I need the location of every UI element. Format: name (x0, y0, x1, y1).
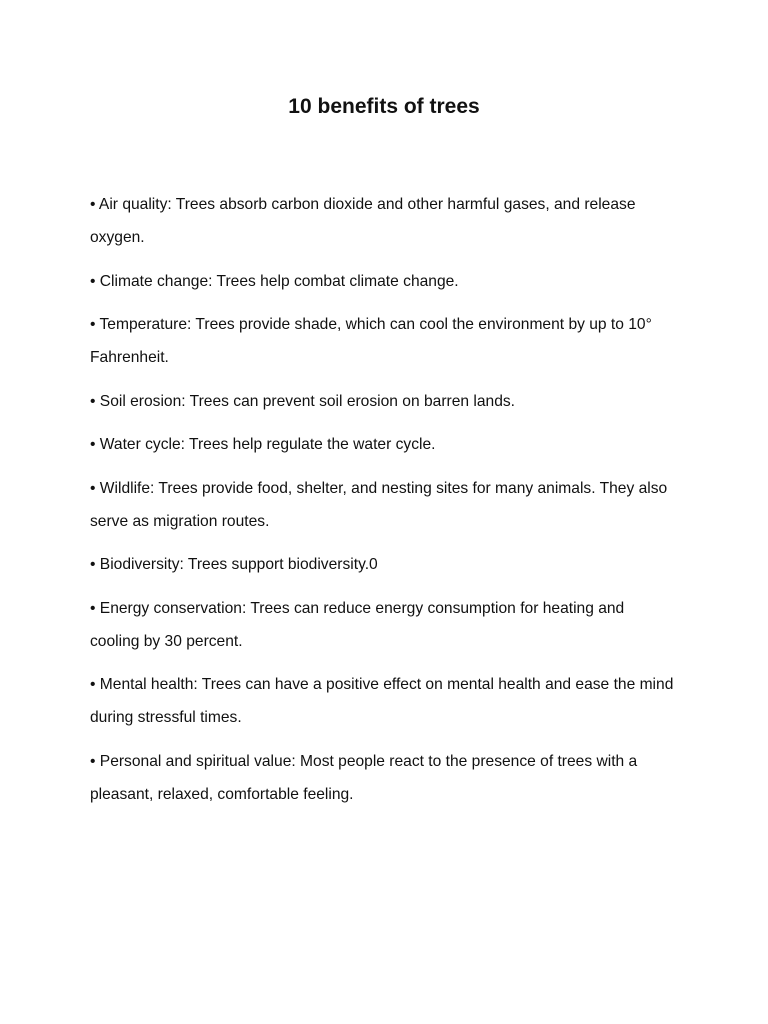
list-item-water-cycle: • Water cycle: Trees help regulate the water cycle. (90, 436, 436, 453)
list-item-mental-health: • Mental health: Trees can have a positive effect on mental health and ease the mind during stressful times. (90, 676, 674, 726)
list-item-personal-spiritual-value: • Personal and spiritual value: Most people react to the presence of trees with a pleasant, relaxed, comfortable feeling. (90, 752, 638, 803)
benefits-list (90, 188, 675, 821)
document-title: 10 benefits of trees (288, 95, 480, 118)
list-item-energy-conservation: • Energy conservation: Trees can reduce energy consumption for heating and cooling by 30 percent. (90, 599, 625, 650)
list-item-climate-change: • Climate change: Trees help combat climate change. (90, 272, 459, 290)
list-item-wildlife: • Wildlife: Trees provide food, shelter, and nesting sites for many animals. They also serve as migration routes. (90, 479, 668, 530)
list-item-air-quality: • Air quality: Trees absorb carbon dioxide and other harmful gases, and release oxygen. (90, 196, 636, 246)
list-item-soil-erosion: • Soil erosion: Trees can prevent soil erosion on barren lands. (90, 392, 515, 410)
list-item-temperature: • Temperature: Trees provide shade, which can cool the environment by up to 10° Fahrenheit. (90, 316, 652, 366)
list-item-biodiversity: • Biodiversity: Trees support biodiversity.0 (90, 556, 378, 573)
